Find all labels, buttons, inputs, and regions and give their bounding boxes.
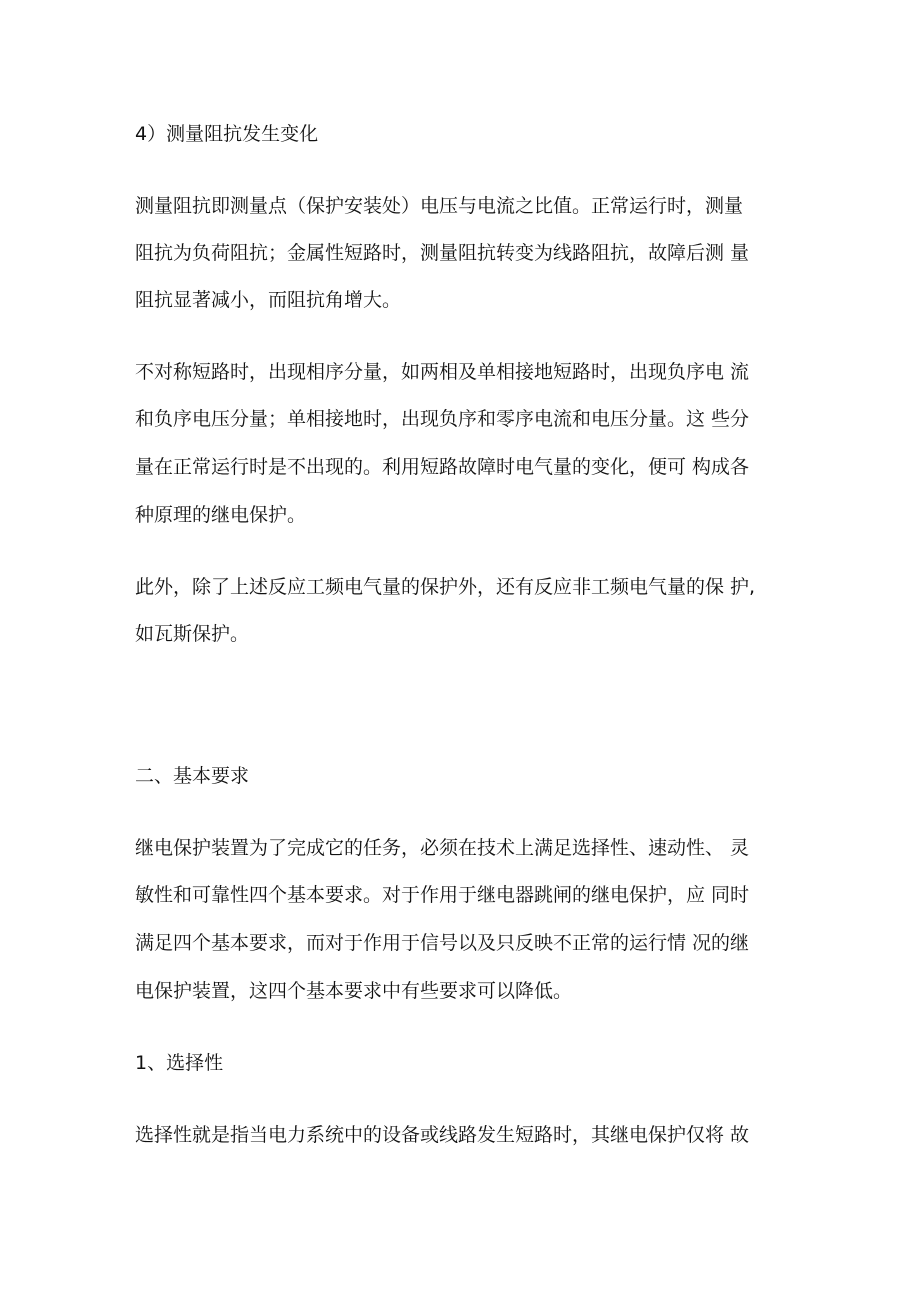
paragraph-line: 满足四个基本要求，而对于作用于信号以及只反映不正常的运行情 况的继 <box>135 932 750 954</box>
subsection-heading-selectivity: 1、选择性 <box>135 1052 224 1074</box>
paragraph-line: 电保护装置，这四个基本要求中有些要求可以降低。 <box>135 980 573 1002</box>
paragraph-line: 量在正常运行时是不出现的。利用短路故障时电气量的变化，便可 构成各 <box>135 456 750 478</box>
paragraph-line: 和负序电压分量；单相接地时，出现负序和零序电流和电压分量。这 些分 <box>135 408 750 430</box>
paragraph-line: 不对称短路时，出现相序分量，如两相及单相接地短路时，出现负序电 流 <box>135 361 750 383</box>
paragraph-line: 阻抗为负荷阻抗；金属性短路时，测量阻抗转变为线路阻抗，故障后测 量 <box>135 242 750 264</box>
paragraph-line: 测量阻抗即测量点（保护安装处）电压与电流之比值。正常运行时，测量 <box>135 195 744 217</box>
paragraph-line: 敏性和可靠性四个基本要求。对于作用于继电器跳闸的继电保护，应 同时 <box>135 884 750 906</box>
paragraph-line: 此外，除了上述反应工频电气量的保护外，还有反应非工频电气量的保 护, <box>135 576 756 598</box>
paragraph-line: 如瓦斯保护。 <box>135 623 250 645</box>
paragraph-line: 继电保护装置为了完成它的任务，必须在技术上满足选择性、速动性、 灵 <box>135 837 750 859</box>
paragraph-line: 选择性就是指当电力系统中的设备或线路发生短路时，其继电保护仅将 故 <box>135 1124 750 1146</box>
paragraph-line: 种原理的继电保护。 <box>135 504 307 526</box>
paragraph-line: 阻抗显著减小，而阻抗角增大。 <box>135 289 402 311</box>
section-heading-impedance-change: 4）测量阻抗发生变化 <box>135 123 319 145</box>
section-heading-basic-requirements: 二、基本要求 <box>135 765 250 787</box>
